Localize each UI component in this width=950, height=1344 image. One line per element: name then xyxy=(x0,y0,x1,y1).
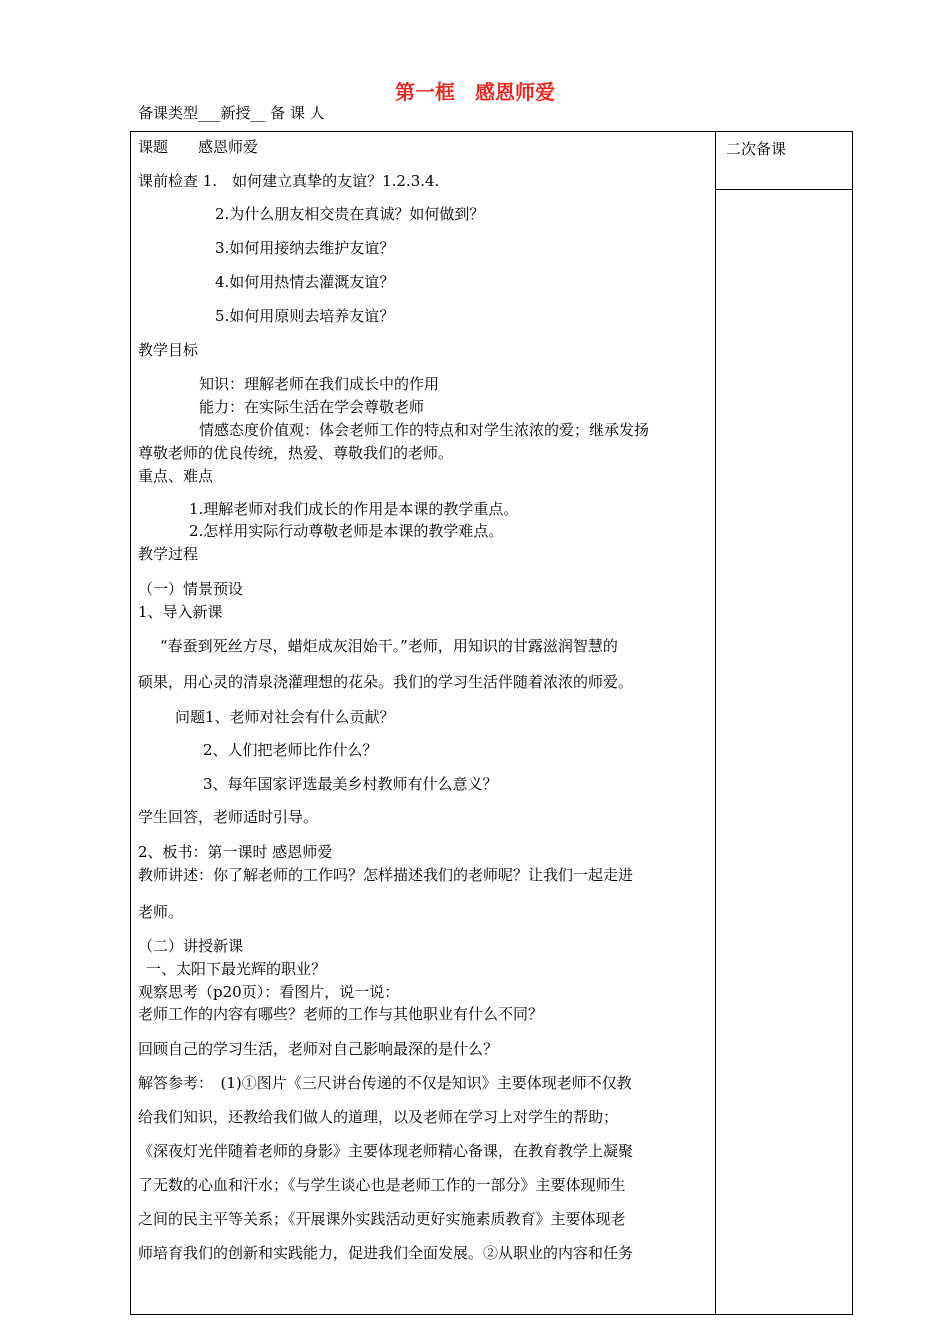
content-line: 师培育我们的创新和实践能力，促进我们全面发展。②从职业的内容和任务 xyxy=(138,1244,634,1262)
content-line: 了无数的心血和汗水；《与学生谈心也是老师工作的一部分》主要体现师生 xyxy=(138,1176,626,1194)
content-line: 2.怎样用实际行动尊敬老师是本课的教学难点。 xyxy=(189,522,504,540)
content-line: （一）情景预设 xyxy=(138,580,244,598)
content-line: 尊敬老师的优良传统，热爱、尊敬我们的老师。 xyxy=(138,444,454,462)
content-line: “春蚕到死丝方尽，蜡炬成灰泪始干。”老师，用知识的甘露滋润智慧的 xyxy=(160,637,618,655)
content-line: 4.如何用热情去灌溉友谊？ xyxy=(215,273,395,291)
content-line: 1、导入新课 xyxy=(138,603,223,621)
content-line: 《深夜灯光伴随着老师的身影》主要体现老师精心备课，在教育教学上凝聚 xyxy=(138,1142,634,1160)
content-line: 情感态度价值观：体会老师工作的特点和对学生浓浓的爱；继承发扬 xyxy=(199,421,650,439)
secondary-prep-header: 二次备课 xyxy=(726,140,787,158)
content-line: 1.理解老师对我们成长的作用是本课的教学重点。 xyxy=(189,500,519,518)
content-line: 回顾自己的学习生活，老师对自己影响最深的是什么？ xyxy=(138,1040,499,1058)
column-divider xyxy=(715,131,716,1315)
content-line: 课题 感恩师爱 xyxy=(138,138,259,156)
content-line: 3、每年国家评选最美乡村教师有什么意义？ xyxy=(203,775,498,793)
content-line: 2.为什么朋友相交贵在真诚？如何做到？ xyxy=(215,205,485,223)
content-line: 能力：在实际生活在学会尊敬老师 xyxy=(199,398,425,416)
content-line: 观察思考（p20页）：看图片，说一说： xyxy=(138,983,400,1001)
content-line: 解答参考： (1)①图片《三尺讲台传递的不仅是知识》主要体现老师不仅教 xyxy=(138,1074,632,1092)
content-line: 知识：理解老师在我们成长中的作用 xyxy=(199,375,440,393)
content-line: 硕果，用心灵的清泉浇灌理想的花朵。我们的学习生活伴随着浓浓的师爱。 xyxy=(138,673,634,691)
content-line: 给我们知识，还教给我们做人的道理，以及老师在学习上对学生的帮助； xyxy=(138,1108,619,1126)
content-line: 重点、难点 xyxy=(138,467,214,485)
content-line: 2、人们把老师比作什么？ xyxy=(203,741,378,759)
content-line: 一、太阳下最光辉的职业？ xyxy=(146,960,327,978)
side-header-divider xyxy=(715,189,853,190)
content-line: 教师讲述：你了解老师的工作吗？怎样描述我们的老师呢？让我们一起走进 xyxy=(138,866,634,884)
content-line: 教学过程 xyxy=(138,545,199,563)
content-line: 老师工作的内容有哪些？老师的工作与其他职业有什么不同？ xyxy=(138,1005,544,1023)
page-title: 第一框 感恩师爱 xyxy=(395,80,555,104)
content-line: 5.如何用原则去培养友谊？ xyxy=(215,307,395,325)
content-line: 2、板书：第一课时 感恩师爱 xyxy=(138,843,333,861)
lesson-meta: 备课类型___新授__ 备 课 人 xyxy=(138,104,325,122)
content-line: （二）讲授新课 xyxy=(138,937,244,955)
content-line: 老师。 xyxy=(138,903,184,921)
content-line: 学生回答，老师适时引导。 xyxy=(138,808,319,826)
content-line: 课前检查 1. 如何建立真挚的友谊？1.2.3.4. xyxy=(138,172,440,190)
content-line: 3.如何用接纳去维护友谊？ xyxy=(215,239,395,257)
content-line: 教学目标 xyxy=(138,341,199,359)
content-line: 问题1、老师对社会有什么贡献？ xyxy=(175,708,395,726)
content-line: 之间的民主平等关系；《开展课外实践活动更好实施素质教育》主要体现老 xyxy=(138,1210,626,1228)
